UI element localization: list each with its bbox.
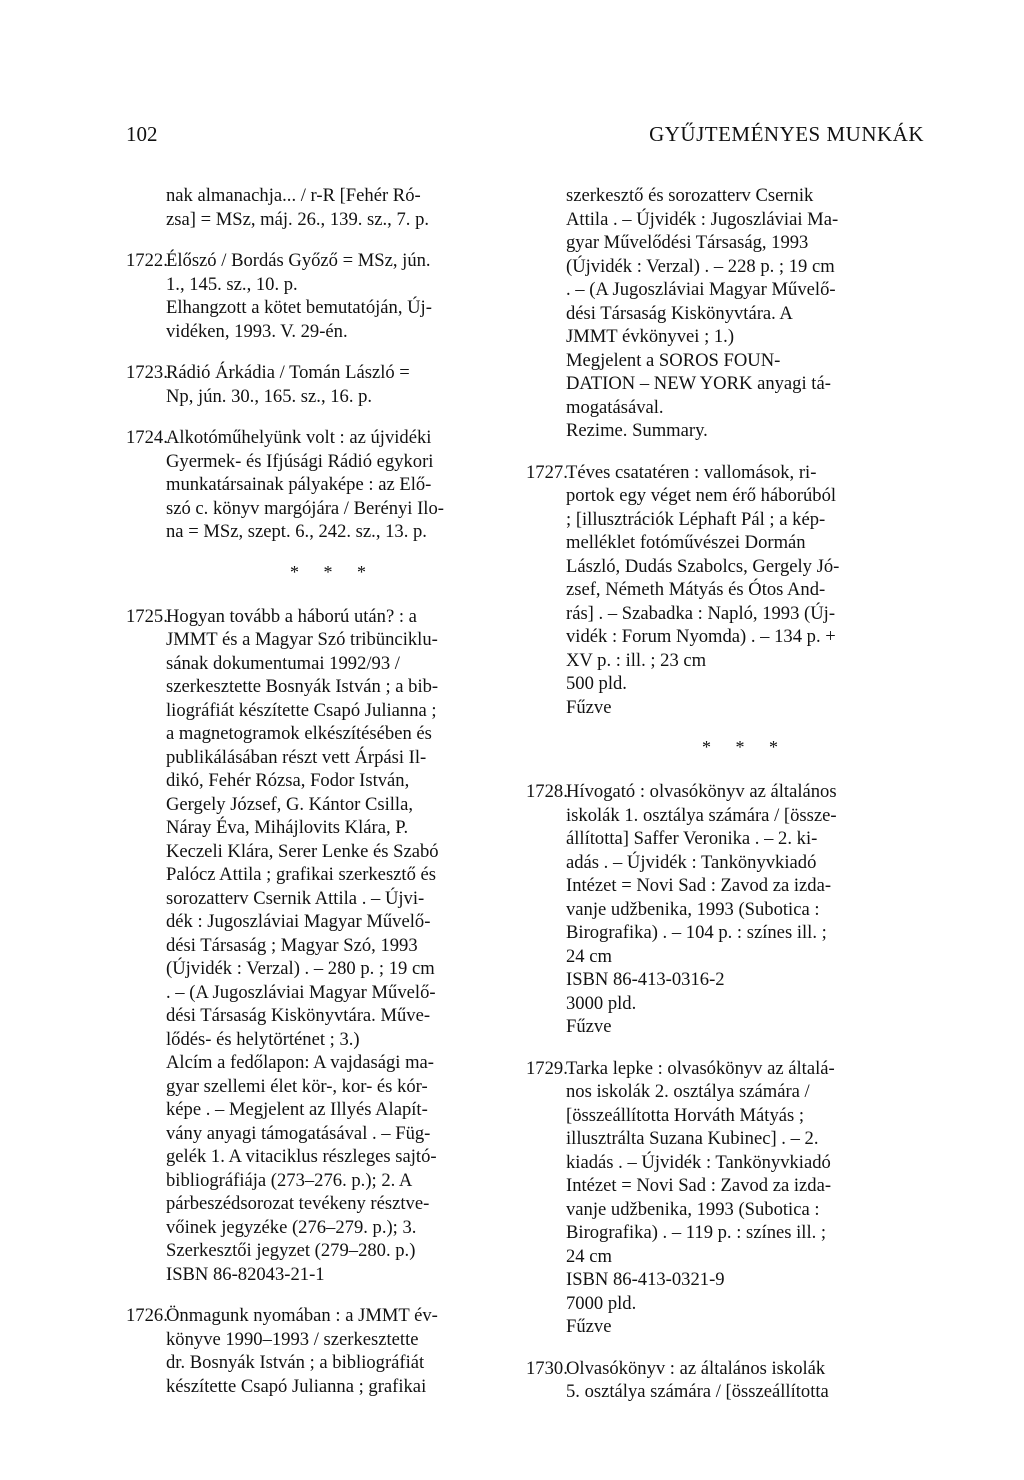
entry-line: rás] . – Szabadka : Napló, 1993 (Új- — [566, 602, 836, 624]
entry-line: László, Dudás Szabolcs, Gergely Jó- — [566, 555, 840, 577]
entry-line: Hívogató : olvasókönyv az általános — [566, 781, 837, 802]
entry-line: vány anyagi támogatásával . – Füg- — [166, 1122, 431, 1144]
entry-line: munkatársainak pályaképe : az Elő- — [166, 474, 432, 495]
entry-line: Rezime. Summary. — [566, 420, 708, 441]
entry-line: Alkotóműhelyünk volt : az újvidéki — [166, 427, 432, 448]
entry-line: portok egy véget nem érő háborúból — [566, 485, 837, 506]
entry-line: gyar Művelődési Társaság, 1993 — [566, 232, 809, 253]
entry-line: dikó, Fehér Rózsa, Fodor István, — [166, 770, 410, 791]
running-title: GYŰJTEMÉNYES MUNKÁK — [649, 122, 924, 146]
entry-line: Fűzve — [566, 696, 612, 718]
entry-line: vanje udžbenika, 1993 (Subotica : — [566, 1198, 820, 1220]
entry-line: Olvasókönyv : az általános iskolák — [566, 1357, 826, 1379]
entry-line: iskolák 1. osztálya számára / [össze- — [566, 804, 837, 826]
entry-line: könyve 1990–1993 / szerkesztette — [166, 1328, 419, 1350]
entry-line: Intézet = Novi Sad : Zavod za izda- — [566, 1175, 832, 1196]
entry-line: bibliográfiája (273–276. p.); 2. A — [166, 1169, 413, 1191]
entry-line: képe . – Megjelent az Illyés Alapít- — [166, 1099, 428, 1120]
bibliography-entry — [126, 1304, 500, 1398]
entry-line: dési Társaság ; Magyar Szó, 1993 — [166, 934, 418, 956]
entry-body — [166, 249, 500, 343]
entry-line: (Újvidék : Verzal) . – 280 p. ; 19 cm — [166, 958, 435, 979]
entry-line: Élőszó / Bordás Győző = MSz, jún. — [166, 250, 431, 271]
entry-line: illusztrálta Suzana Kubinec] . – 2. — [566, 1128, 819, 1149]
section-separator: * * * — [702, 737, 788, 757]
entry-line: Palócz Attila ; grafikai szerkesztő és — [166, 864, 437, 885]
entry-line: Hogyan tovább a háború után? : a — [166, 605, 417, 627]
entry-line: zsef, Németh Mátyás és Ótos And- — [566, 579, 826, 600]
entry-line: sának dokumentumai 1992/93 / — [166, 652, 400, 674]
entry-line: Megjelent a SOROS FOUN- — [566, 349, 781, 371]
entry-line: vőinek jegyzéke (276–279. p.); 3. — [166, 1216, 417, 1238]
entry-line: publikálásában részt vett Árpási Il- — [166, 746, 427, 768]
entry-line: DATION – NEW YORK anyagi tá- — [566, 373, 831, 394]
entry-number: 1728. — [526, 781, 568, 802]
entry-line: Náray Éva, Mihájlovits Klára, P. — [166, 817, 409, 838]
entry-body — [166, 1304, 500, 1398]
entry-line: ISBN 86-413-0316-2 — [566, 969, 725, 990]
entry-line: na = MSz, szept. 6., 242. sz., 13. p. — [166, 521, 427, 542]
entry-continuation — [126, 184, 500, 231]
left-column — [126, 184, 500, 1416]
entry-line: vidék : Forum Nyomda) . – 134 p. + — [566, 626, 836, 647]
entry-line: Szerkesztői jegyzet (279–280. p.) — [166, 1240, 416, 1261]
entry-line: Birografika) . – 119 p. : színes ill. ; — [566, 1222, 827, 1243]
entry-body — [166, 426, 500, 544]
entry-line: . – (A Jugoszláviai Magyar Művelő- — [166, 981, 436, 1003]
entry-line: dr. Bosnyák István ; a bibliográfiát — [166, 1352, 425, 1373]
entry-body — [566, 184, 924, 443]
entry-line: 500 pld. — [566, 673, 627, 694]
entry-body — [166, 184, 500, 231]
entry-number: 1725. — [126, 605, 168, 627]
entry-line: 24 cm — [566, 1245, 612, 1267]
entry-line: állította] Saffer Veronika . – 2. ki- — [566, 828, 818, 849]
entry-line: JMMT évkönyvei ; 1.) — [566, 326, 735, 347]
entry-line: Tarka lepke : olvasókönyv az általá- — [566, 1057, 835, 1079]
entry-line: dési Társaság Kiskönyvtára. Műve- — [166, 1005, 431, 1026]
entry-line: . – (A Jugoszláviai Magyar Művelő- — [566, 279, 836, 300]
entry-number: 1722. — [126, 250, 168, 271]
entry-line: szerkesztő és sorozatterv Csernik — [566, 185, 814, 206]
entry-line: szerkesztette Bosnyák István ; a bib- — [166, 676, 439, 697]
entry-body — [166, 361, 500, 408]
entry-line: [összeállította Horváth Mátyás ; — [566, 1104, 805, 1126]
entry-continuation — [526, 184, 924, 443]
entry-line: mogatásával. — [566, 396, 664, 418]
entry-line: (Újvidék : Verzal) . – 228 p. ; 19 cm — [566, 255, 835, 277]
section-separator: * * * — [290, 561, 376, 582]
entry-number: 1726. — [126, 1305, 168, 1326]
entry-line: Elhangzott a kötet bemutatóján, Új- — [166, 297, 432, 318]
entry-body — [566, 461, 924, 720]
entry-line: XV p. : ill. ; 23 cm — [566, 649, 707, 671]
entry-line: Téves csatatéren : vallomások, ri- — [566, 461, 817, 483]
entry-number: 1727. — [526, 461, 568, 483]
entry-line: kiadás . – Újvidék : Tankönyvkiadó — [566, 1151, 831, 1173]
entry-line: dék : Jugoszláviai Magyar Művelő- — [166, 911, 431, 932]
bibliography-entry — [526, 461, 924, 720]
entry-line: gyar szellemi élet kör-, kor- és kór- — [166, 1075, 428, 1097]
entry-line: Önmagunk nyomában : a JMMT év- — [166, 1305, 438, 1326]
entry-line: Fűzve — [566, 1016, 612, 1037]
entry-line: Gergely József, G. Kántor Csilla, — [166, 793, 414, 815]
entry-line: 7000 pld. — [566, 1292, 637, 1314]
entry-line: nak almanachja... / r-R [Fehér Ró- — [166, 185, 421, 206]
entry-line: Fűzve — [566, 1316, 612, 1337]
entry-line: adás . – Újvidék : Tankönyvkiadó — [566, 851, 817, 873]
entry-number: 1724. — [126, 427, 168, 448]
entry-line: Attila . – Újvidék : Jugoszláviai Ma- — [566, 208, 839, 230]
entry-line: nos iskolák 2. osztálya számára / — [566, 1081, 810, 1102]
entry-line: készítette Csapó Julianna ; grafikai — [166, 1375, 427, 1397]
entry-line: Gyermek- és Ifjúsági Rádió egykori — [166, 450, 434, 472]
entry-line: Birografika) . – 104 p. : színes ill. ; — [566, 922, 827, 943]
entry-line: Rádió Árkádia / Tomán László = — [166, 362, 410, 383]
entry-line: Intézet = Novi Sad : Zavod za izda- — [566, 875, 832, 896]
entry-line: vanje udžbenika, 1993 (Subotica : — [566, 898, 820, 920]
entry-number: 1729. — [526, 1057, 568, 1079]
entry-line: ; [illusztrációk Léphaft Pál ; a kép- — [566, 508, 826, 530]
entry-body — [566, 780, 924, 1039]
entry-line: a magnetogramok elkészítésében és — [166, 723, 432, 744]
entry-line: párbeszédsorozat tevékeny résztve- — [166, 1193, 430, 1214]
entry-body — [566, 1057, 924, 1339]
entry-line: dési Társaság Kiskönyvtára. A — [566, 302, 793, 324]
bibliography-entry — [526, 1057, 924, 1339]
page-number: 102 — [126, 122, 158, 146]
entry-line: JMMT és a Magyar Szó tribünciklu- — [166, 629, 438, 650]
entry-body — [166, 605, 500, 1287]
entry-line: Keczeli Klára, Serer Lenke és Szabó — [166, 840, 439, 862]
bibliography-entry — [526, 780, 924, 1039]
page-header — [126, 122, 924, 156]
entry-line: 3000 pld. — [566, 992, 637, 1014]
entry-line: ISBN 86-413-0321-9 — [566, 1269, 725, 1290]
entry-number: 1723. — [126, 362, 168, 383]
entry-line: Np, jún. 30., 165. sz., 16. p. — [166, 385, 373, 407]
entry-line: 1., 145. sz., 10. p. — [166, 273, 298, 295]
entry-line: zsa] = MSz, máj. 26., 139. sz., 7. p. — [166, 208, 430, 230]
entry-line: gelék 1. A vitaciklus részleges sajtó- — [166, 1146, 437, 1167]
entry-line: ISBN 86-82043-21-1 — [166, 1263, 325, 1285]
entry-line: liográfiát készítette Csapó Julianna ; — [166, 699, 437, 721]
bibliography-entry — [526, 1357, 924, 1404]
bibliography-entry — [126, 361, 500, 408]
entry-line: melléklet fotóművészei Dormán — [566, 532, 806, 553]
entry-line: Alcím a fedőlapon: A vajdasági ma- — [166, 1052, 434, 1073]
bibliography-entry — [126, 605, 500, 1287]
bibliography-entry — [126, 249, 500, 343]
entry-body — [566, 1357, 924, 1404]
entry-line: 24 cm — [566, 945, 612, 967]
entry-number: 1730. — [526, 1357, 568, 1379]
entry-line: sorozatterv Csernik Attila . – Újvi- — [166, 887, 425, 909]
entry-line: vidéken, 1993. V. 29-én. — [166, 320, 348, 342]
right-column — [526, 184, 924, 1422]
entry-line: 5. osztálya számára / [összeállította — [566, 1381, 829, 1402]
bibliography-entry — [126, 426, 500, 544]
entry-line: lődés- és helytörténet ; 3.) — [166, 1028, 360, 1050]
entry-line: szó c. könyv margójára / Berényi Ilo- — [166, 497, 444, 519]
